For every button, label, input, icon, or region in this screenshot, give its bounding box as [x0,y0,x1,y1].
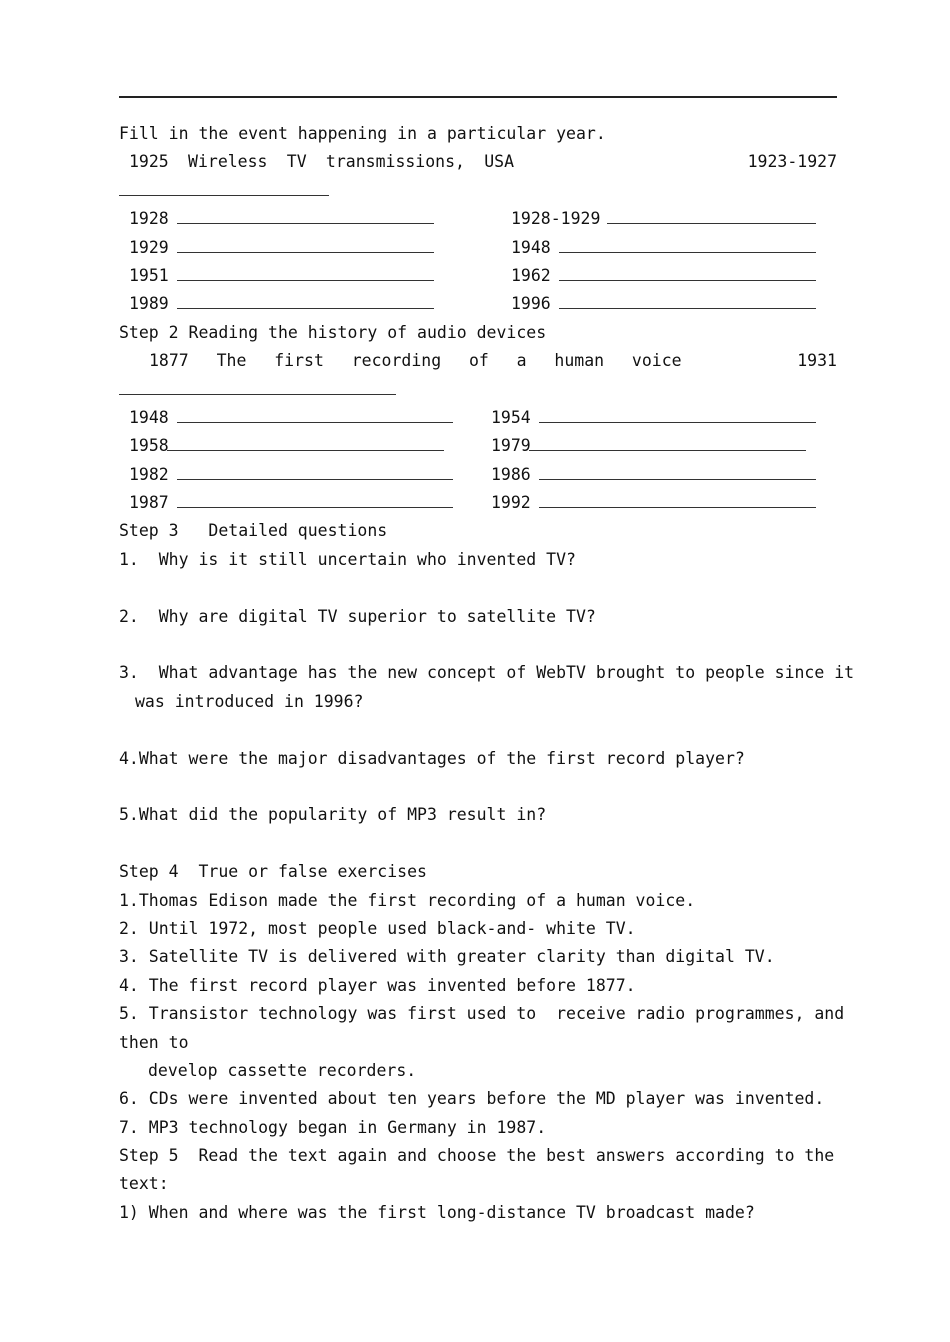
year-label: 1987 [129,493,169,513]
question-item: 2. Why are digital TV superior to satellite TV? [119,606,596,626]
year-label: 1948 [511,237,551,257]
spacer [709,347,769,375]
step1-example-row [119,148,837,176]
answer-blank[interactable] [177,205,434,224]
tf-item: 2. Until 1972, most people used black-and- white TV. [119,918,636,938]
blank-line [119,773,839,801]
answer-blank[interactable] [177,290,434,309]
answer-blank[interactable] [559,290,816,309]
year-label: 1958 [129,436,169,456]
answer-blank[interactable] [559,262,816,281]
example-word: recording [351,351,442,371]
answer-line-row [119,376,839,404]
question-item: 5.What did the popularity of MP3 result in? [119,805,547,825]
year-label: 1986 [491,464,531,484]
question-item: 4.What were the major disadvantages of the first record player? [119,748,745,768]
tf-item-cont: develop cassette recorders. [148,1060,417,1080]
answer-blank[interactable] [607,205,816,224]
step2-example-row [119,347,837,375]
answer-blank[interactable] [177,262,434,281]
year-label: 1928-1929 [511,209,601,229]
example-word: voice [631,351,682,371]
step1-row [119,262,839,290]
year-label: 1979 [491,436,531,456]
mc-question: 1) When and where was the first long-distance TV broadcast made? [119,1202,755,1222]
step1-instruction: Fill in the event happening in a particular year. [119,124,606,143]
answer-blank[interactable] [177,404,453,423]
question-item: 3. What advantage has the new concept of WebTV brought to people since it [119,663,855,683]
example-word: of [468,351,489,371]
example-right-year: 1931 [797,351,837,371]
answer-blank[interactable] [529,432,806,451]
year-label: 1928 [129,209,169,229]
example-word: TV [286,152,307,172]
answer-blank[interactable] [539,461,816,480]
example-year: 1877 [149,351,189,371]
spacer [533,148,728,176]
example-word: transmissions, [325,152,465,172]
document-body [119,120,855,1227]
step2-row [119,489,839,517]
year-label: 1948 [129,407,169,427]
blank-line [119,716,839,744]
tf-item: 6. CDs were invented about ten years before the MD player was invented. [119,1089,825,1109]
tf-item: 4. The first record player was invented before 1877. [119,975,636,995]
year-label: 1954 [491,407,531,427]
step2-row [119,404,839,432]
question-item-cont: was introduced in 1996? [135,691,364,711]
step4-heading: Step 4 True or false exercises [119,862,427,882]
example-word: first [274,351,324,371]
year-label: 1951 [129,265,169,285]
year-label: 1929 [129,237,169,257]
tf-item: 5. Transistor technology was first used to receive radio programmes, and [119,1004,845,1024]
answer-blank[interactable] [177,234,434,253]
answer-blank[interactable] [559,234,816,253]
example-word: human [554,351,605,371]
answer-line-row [119,177,839,205]
blank-line [119,631,839,659]
blank-line [119,574,839,602]
answer-blank[interactable] [167,432,444,451]
answer-blank[interactable] [177,489,453,508]
year-label: 1982 [129,464,169,484]
blank-line [119,830,839,858]
step1-row [119,290,839,318]
step5-heading: Step 5 Read the text again and choose the best answers according to the [119,1146,835,1166]
step3-heading: Step 3 Detailed questions [119,521,388,541]
tf-item: 7. MP3 technology began in Germany in 1987. [119,1117,547,1137]
example-word: The [216,351,247,371]
step2-heading: Step 2 Reading the history of audio devices [119,322,547,342]
year-label: 1989 [129,294,169,314]
example-right-year: 1923-1927 [747,152,837,172]
year-label: 1996 [511,294,551,314]
step2-row [119,432,839,460]
year-label: 1992 [491,493,531,513]
step2-row [119,461,839,489]
header-rule [119,96,837,98]
tf-item: 1.Thomas Edison made the first recording of a human voice. [119,890,696,910]
example-word: a [516,351,527,371]
answer-blank[interactable] [119,177,329,196]
example-word: Wireless [188,152,268,172]
example-year: 1925 [129,152,169,172]
answer-blank[interactable] [119,376,396,395]
step1-row [119,205,839,233]
step5-heading-cont: text: [119,1174,169,1194]
tf-item: 3. Satellite TV is delivered with greater clarity than digital TV. [119,947,775,967]
example-word: USA [484,152,515,172]
year-label: 1962 [511,265,551,285]
tf-item-cont: then to [119,1032,189,1052]
answer-blank[interactable] [177,461,453,480]
answer-blank[interactable] [539,489,816,508]
step1-row [119,234,839,262]
answer-blank[interactable] [539,404,816,423]
question-item: 1. Why is it still uncertain who invented TV? [119,549,576,569]
